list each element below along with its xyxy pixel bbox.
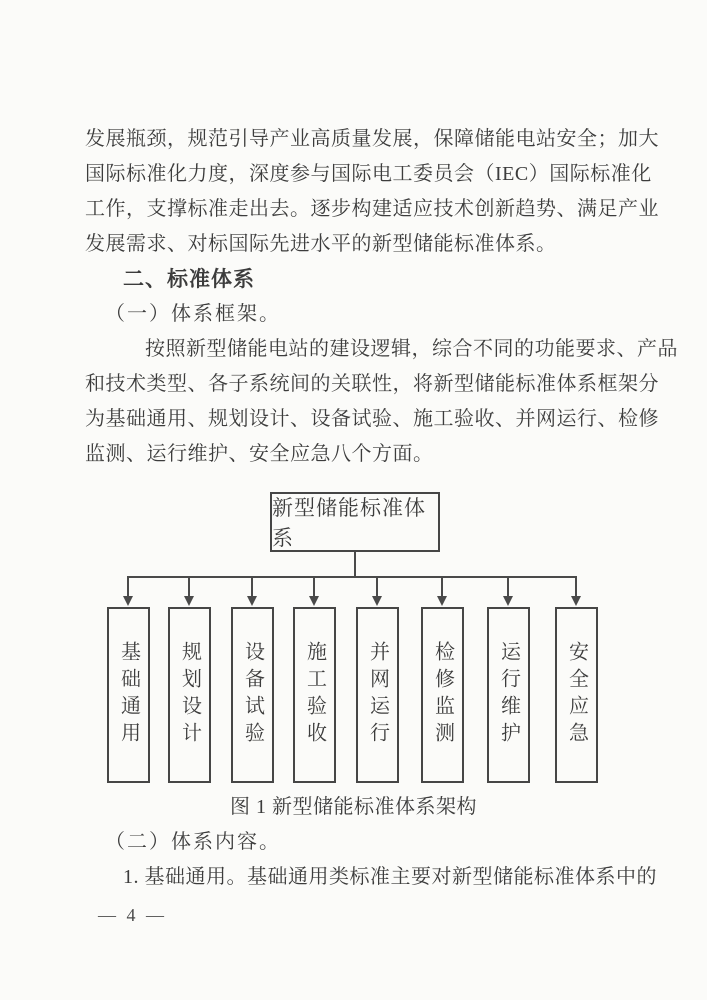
connector-horizontal	[128, 576, 577, 578]
branch-arrow-line	[575, 576, 577, 597]
down-arrow-icon	[503, 596, 513, 606]
paragraph-line: 监测、运行维护、安全应急八个方面。	[85, 443, 434, 465]
branch-box-planning-design	[168, 607, 211, 783]
branch-arrow-line	[251, 576, 253, 597]
branch-arrow-line	[441, 576, 443, 597]
down-arrow-icon	[184, 596, 194, 606]
paragraph-line: 发展需求、对标国际先进水平的新型储能标准体系。	[85, 233, 557, 255]
branch-box-safety-emergency	[555, 607, 598, 783]
branch-box-grid-operation	[356, 607, 399, 783]
figure-root-box	[270, 492, 440, 552]
branch-arrow-line	[507, 576, 509, 597]
connector-stem	[354, 552, 356, 578]
subsection-heading: （一）体系框架。	[105, 303, 281, 325]
branch-label: 规划设计	[178, 641, 201, 749]
down-arrow-icon	[437, 596, 447, 606]
down-arrow-icon	[123, 596, 133, 606]
section-heading: 二、标准体系	[123, 268, 255, 291]
branch-label: 基础通用	[117, 641, 140, 749]
branch-box-equipment-test	[231, 607, 274, 783]
down-arrow-icon	[309, 596, 319, 606]
branch-arrow-line	[313, 576, 315, 597]
body-text-column	[85, 122, 678, 472]
branch-arrow-line	[376, 576, 378, 597]
branch-arrow-line	[127, 576, 129, 597]
branch-label: 运行维护	[497, 641, 520, 749]
branch-label: 设备试验	[241, 641, 264, 749]
paragraph-line: 和技术类型、各子系统间的关联性，将新型储能标准体系框架分	[85, 373, 659, 395]
page-number: — 4 —	[98, 905, 167, 925]
branch-label: 安全应急	[565, 641, 588, 749]
paragraph-line: 1. 基础通用。基础通用类标准主要对新型储能标准体系中的	[123, 866, 657, 888]
branch-box-basic-general	[107, 607, 150, 783]
subsection-heading: （二）体系内容。	[105, 831, 281, 853]
paragraph-line: 按照新型储能电站的建设逻辑，综合不同的功能要求、产品	[145, 338, 678, 360]
down-arrow-icon	[571, 596, 581, 606]
branch-label: 并网运行	[366, 641, 389, 749]
branch-label: 检修监测	[431, 641, 454, 749]
paragraph-line: 工作，支撑标准走出去。逐步构建适应技术创新趋势、满足产业	[85, 198, 659, 220]
down-arrow-icon	[372, 596, 382, 606]
branch-box-operation-maintenance	[487, 607, 530, 783]
paragraph-line: 国际标准化力度，深度参与国际电工委员会（IEC）国际标准化	[85, 163, 652, 185]
figure-caption: 图 1 新型储能标准体系架构	[230, 796, 477, 818]
branch-box-maintenance-monitoring	[421, 607, 464, 783]
paragraph-line: 发展瓶颈，规范引导产业高质量发展，保障储能电站安全；加大	[85, 128, 659, 150]
lower-text-block	[85, 790, 657, 895]
down-arrow-icon	[247, 596, 257, 606]
branch-label: 施工验收	[303, 641, 326, 749]
paragraph-line: 为基础通用、规划设计、设备试验、施工验收、并网运行、检修	[85, 408, 659, 430]
branch-box-construction-acceptance	[293, 607, 336, 783]
branch-arrow-line	[188, 576, 190, 597]
figure-root-label: 新型储能标准体系	[272, 496, 426, 550]
